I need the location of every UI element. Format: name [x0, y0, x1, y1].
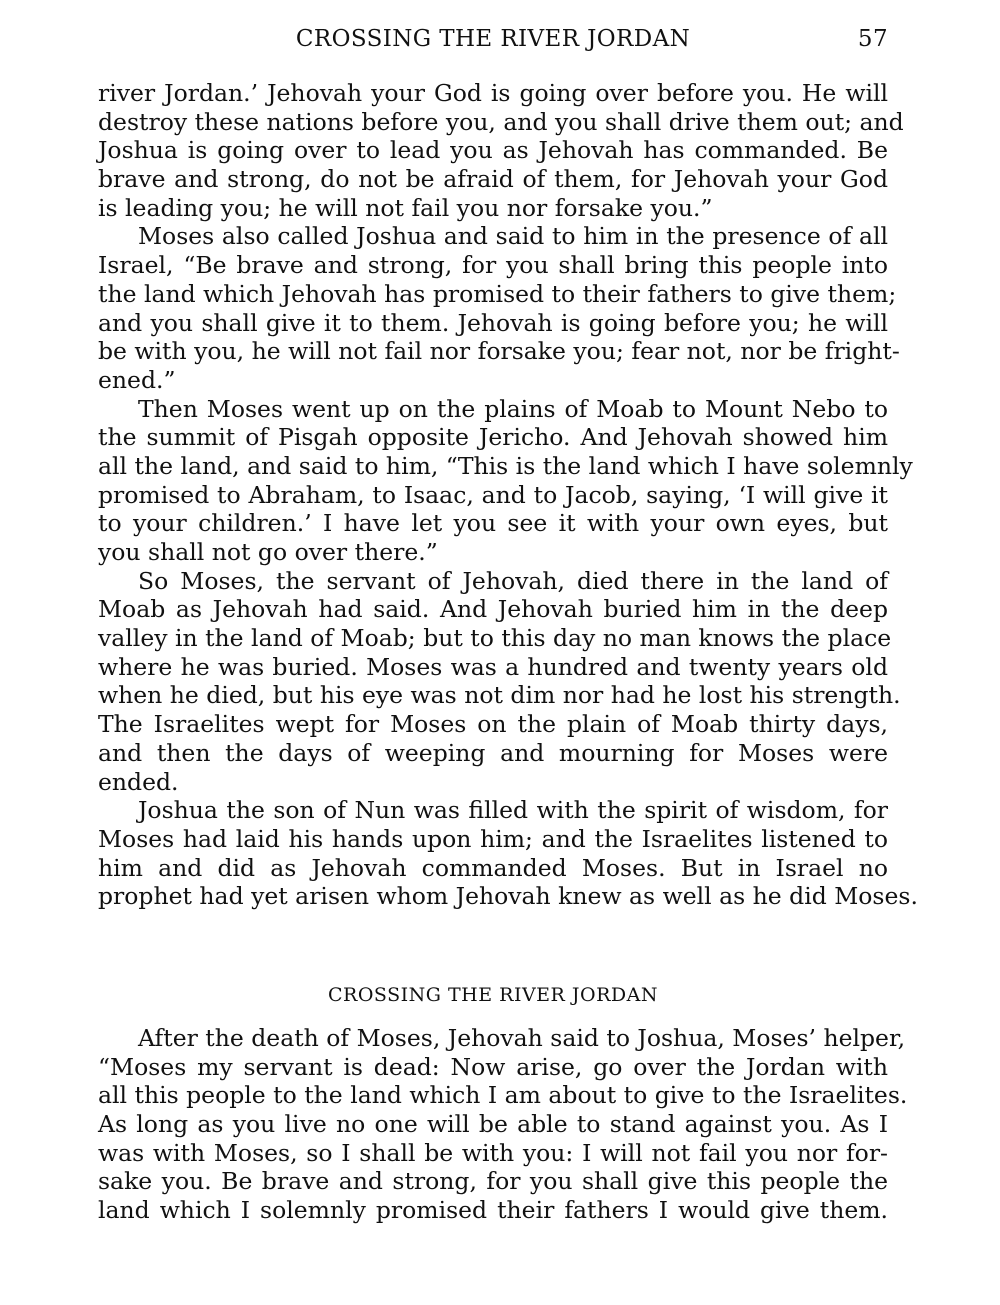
- text-line: ened.”: [98, 365, 176, 394]
- text-line: promised to Abraham, to Isaac, and to Jacob, saying, ‘I will give it: [98, 480, 888, 509]
- text-line: all this people to the land which I am about to give to the Israelites.: [98, 1081, 908, 1110]
- text-line: and you shall give it to them. Jehovah is going before you; he will: [98, 308, 888, 337]
- text-line: prophet had yet arisen whom Jehovah knew as well as he did Moses.: [98, 882, 918, 911]
- text-line: Then Moses went up on the plains of Moab to Mount Nebo to: [138, 394, 888, 423]
- text-line: Moses had laid his hands upon him; and the Israelites listened to: [98, 824, 888, 853]
- text-line: the summit of Pisgah opposite Jericho. And Jehovah showed him: [98, 423, 888, 452]
- text-line: So Moses, the servant of Jehovah, died there in the land of: [138, 566, 888, 595]
- text-line: destroy these nations before you, and you shall drive them out; and: [98, 107, 904, 136]
- paragraph-4: [98, 566, 901, 797]
- running-title: CROSSING THE RIVER JORDAN: [295, 26, 691, 52]
- text-line: you shall not go over there.”: [98, 538, 438, 566]
- paragraph-1: [98, 79, 904, 222]
- text-line: land which I solemnly promised their fathers I would give them.: [98, 1196, 888, 1225]
- text-line: where he was buried. Moses was a hundred and twenty years old: [98, 652, 888, 681]
- paragraph-6: [98, 1024, 908, 1225]
- text-line: be with you, he will not fail nor forsake you; fear not, nor be fright-: [98, 337, 900, 366]
- text-line: sake you. Be brave and strong, for you shall give this people the: [98, 1167, 888, 1196]
- text-line: all the land, and said to him, “This is the land which I have solemnly: [98, 451, 913, 480]
- text-line: the land which Jehovah has promised to their fathers to give them;: [98, 279, 897, 308]
- text-block-lower: [98, 1024, 908, 1225]
- text-line: Moab as Jehovah had said. And Jehovah buried him in the deep: [98, 595, 888, 624]
- text-line: Israel, “Be brave and strong, for you shall bring this people into: [98, 251, 888, 280]
- text-line: and then the days of weeping and mourning for Moses were: [98, 738, 888, 767]
- text-block-upper: [98, 79, 918, 911]
- text-line: ended.: [98, 767, 179, 796]
- text-line: him and did as Jehovah commanded Moses. But in Israel no: [98, 853, 888, 882]
- text-line: “Moses my servant is dead: Now arise, go over the Jordan with: [98, 1052, 888, 1081]
- paragraph-5: [98, 796, 918, 911]
- paragraph-3: [98, 394, 913, 567]
- text-line: is leading you; he will not fail you nor forsake you.”: [98, 193, 713, 222]
- text-line: river Jordan.’ Jehovah your God is going over before you. He will: [98, 79, 888, 107]
- text-line: As long as you live no one will be able to stand against you. As I: [98, 1110, 888, 1139]
- section-heading: CROSSING THE RIVER JORDAN: [328, 984, 658, 1006]
- text-line: was with Moses, so I shall be with you: I will not fail you nor for-: [98, 1138, 888, 1167]
- text-line: to your children.’ I have let you see it with your own eyes, but: [98, 509, 888, 538]
- text-line: After the death of Moses, Jehovah said to Joshua, Moses’ helper,: [138, 1024, 906, 1052]
- text-line: The Israelites wept for Moses on the plain of Moab thirty days,: [98, 710, 888, 739]
- text-line: valley in the land of Moab; but to this day no man knows the place: [98, 624, 892, 653]
- paragraph-2: [98, 222, 900, 394]
- text-line: when he died, but his eye was not dim nor had he lost his strength.: [98, 681, 901, 710]
- text-line: brave and strong, do not be afraid of them, for Jehovah your God: [98, 165, 888, 194]
- text-line: Moses also called Joshua and said to him in the presence of all: [138, 222, 888, 251]
- text-line: Joshua the son of Nun was filled with the spirit of wisdom, for: [138, 796, 888, 825]
- running-header: [98, 26, 888, 58]
- text-line: Joshua is going over to lead you as Jehovah has commanded. Be: [98, 136, 888, 165]
- page-number: 57: [857, 26, 888, 52]
